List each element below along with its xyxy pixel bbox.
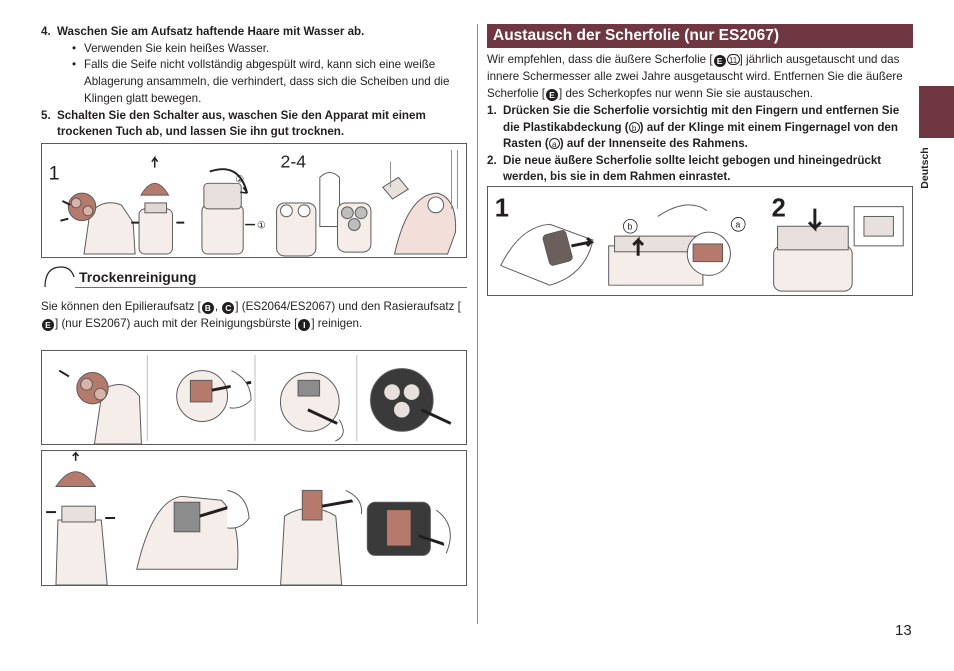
foil-replacement-svg xyxy=(488,187,912,295)
dry-cleaning-text: Sie können den Epilieraufsatz [ B , C ] (ES2064/ES2067) und den Rasieraufsatz [E ] (nur ES2067) auch mit der Reinigungsbürste [ I ] reinigen. xyxy=(41,300,461,330)
epilator-panel xyxy=(59,371,141,444)
brush-cleaning-bottom-svg xyxy=(42,451,466,585)
brush-cleaning-illustration-top xyxy=(41,350,467,445)
figure-label-1: 1 xyxy=(48,162,60,185)
symbol-e: E xyxy=(546,89,558,101)
dry-cleaning-section xyxy=(41,265,469,289)
washing-illustration-svg xyxy=(42,144,466,257)
brush-panel-4 xyxy=(137,490,249,569)
foil-removal-illustration xyxy=(501,205,745,285)
brush-cleaning-top-svg xyxy=(42,351,466,444)
figure-label-2: 2 xyxy=(771,194,786,223)
dry-illustration xyxy=(395,150,458,254)
brush-cleaning-illustration-bottom xyxy=(41,450,467,586)
bullet-item: • Verwenden Sie kein heißes Wasser. xyxy=(72,41,270,55)
step-4: 4. Waschen Sie am Aufsatz haftende Haare mit Wasser ab. xyxy=(41,25,365,38)
brush-panel-3 xyxy=(370,369,450,432)
circled-b: b xyxy=(629,122,640,133)
bullet-item: • Falls die Seife nicht vollständig abgespült wird, kann sich eine weiße Ablagerung ansammeln, die verhindert, dass sich die Scheiben und die Klingen glatt bewegen. xyxy=(72,58,450,105)
brush-panel-5 xyxy=(281,490,362,585)
language-tab xyxy=(919,86,954,138)
step-5: 5. Schalten Sie den Schalter aus, waschen Sie den Apparat mit einem trockenen Tuch ab, und lassen Sie ihn gut trocknen. xyxy=(41,108,426,139)
brush-panel-6 xyxy=(367,502,450,555)
symbol-c: C xyxy=(222,302,234,314)
replace-step-1: 1. Drücken Sie die Scherfolie vorsichtig mit den Fingern und entfernen Sie die Plastikabdeckung ( b ) auf der Klinge mit einem Fingernagel von den Rasten ( a ) auf der Innenseite des Rahmens. xyxy=(487,104,900,151)
page-number: 13 xyxy=(895,622,912,639)
shaver-head-illustration xyxy=(202,169,266,254)
language-tab-label: Deutsch xyxy=(919,147,931,189)
marker-a: a xyxy=(735,219,741,230)
circled-11: 11 xyxy=(727,54,740,65)
replace-step-2: 2. Die neue äußere Scherfolie sollte leicht gebogen und hineingedrückt werden, bis sie in dem Rahmen einrastet. xyxy=(487,153,882,184)
section-banner: Austausch der Scherfolie (nur ES2067) xyxy=(487,24,913,48)
foil-insert-illustration xyxy=(774,207,904,291)
washing-illustration xyxy=(41,143,467,258)
rinse-illustration xyxy=(277,162,409,256)
section-rule xyxy=(75,287,467,288)
symbol-i: I xyxy=(298,319,310,331)
foil-replacement-illustration xyxy=(487,186,913,296)
brush-panel-2 xyxy=(280,373,343,442)
intro-text: Wir empfehlen, dass die äußere Scherfolie [ E 11 ] jährlich ausgetauscht und das innere Schermesser alle zwei Jahre ausgetauscht wird. Entfernen Sie die äußere Scherfolie [ E ] des Scherkopfes nur wenn Sie sie austauschen. xyxy=(487,53,903,100)
cap-removal-illustration xyxy=(131,158,184,254)
section-arc-icon xyxy=(41,265,75,289)
section-title: Trockenreinigung xyxy=(79,269,197,285)
left-column xyxy=(41,24,469,141)
marker-b: b xyxy=(627,221,633,232)
circled-a: a xyxy=(549,138,560,149)
column-divider xyxy=(477,24,478,624)
marker-1: ① xyxy=(256,220,266,232)
figure-label-2-4: 2-4 xyxy=(280,151,307,172)
brush-panel-1 xyxy=(177,371,251,422)
shaver-cap-panel xyxy=(46,453,115,585)
epilator-device-illustration xyxy=(60,193,135,254)
marker-2: ② xyxy=(235,174,245,186)
figure-label-1: 1 xyxy=(494,194,510,223)
symbol-e: E xyxy=(714,55,726,67)
symbol-e: E xyxy=(42,319,54,331)
right-column xyxy=(487,24,913,186)
symbol-b: B xyxy=(202,302,214,314)
